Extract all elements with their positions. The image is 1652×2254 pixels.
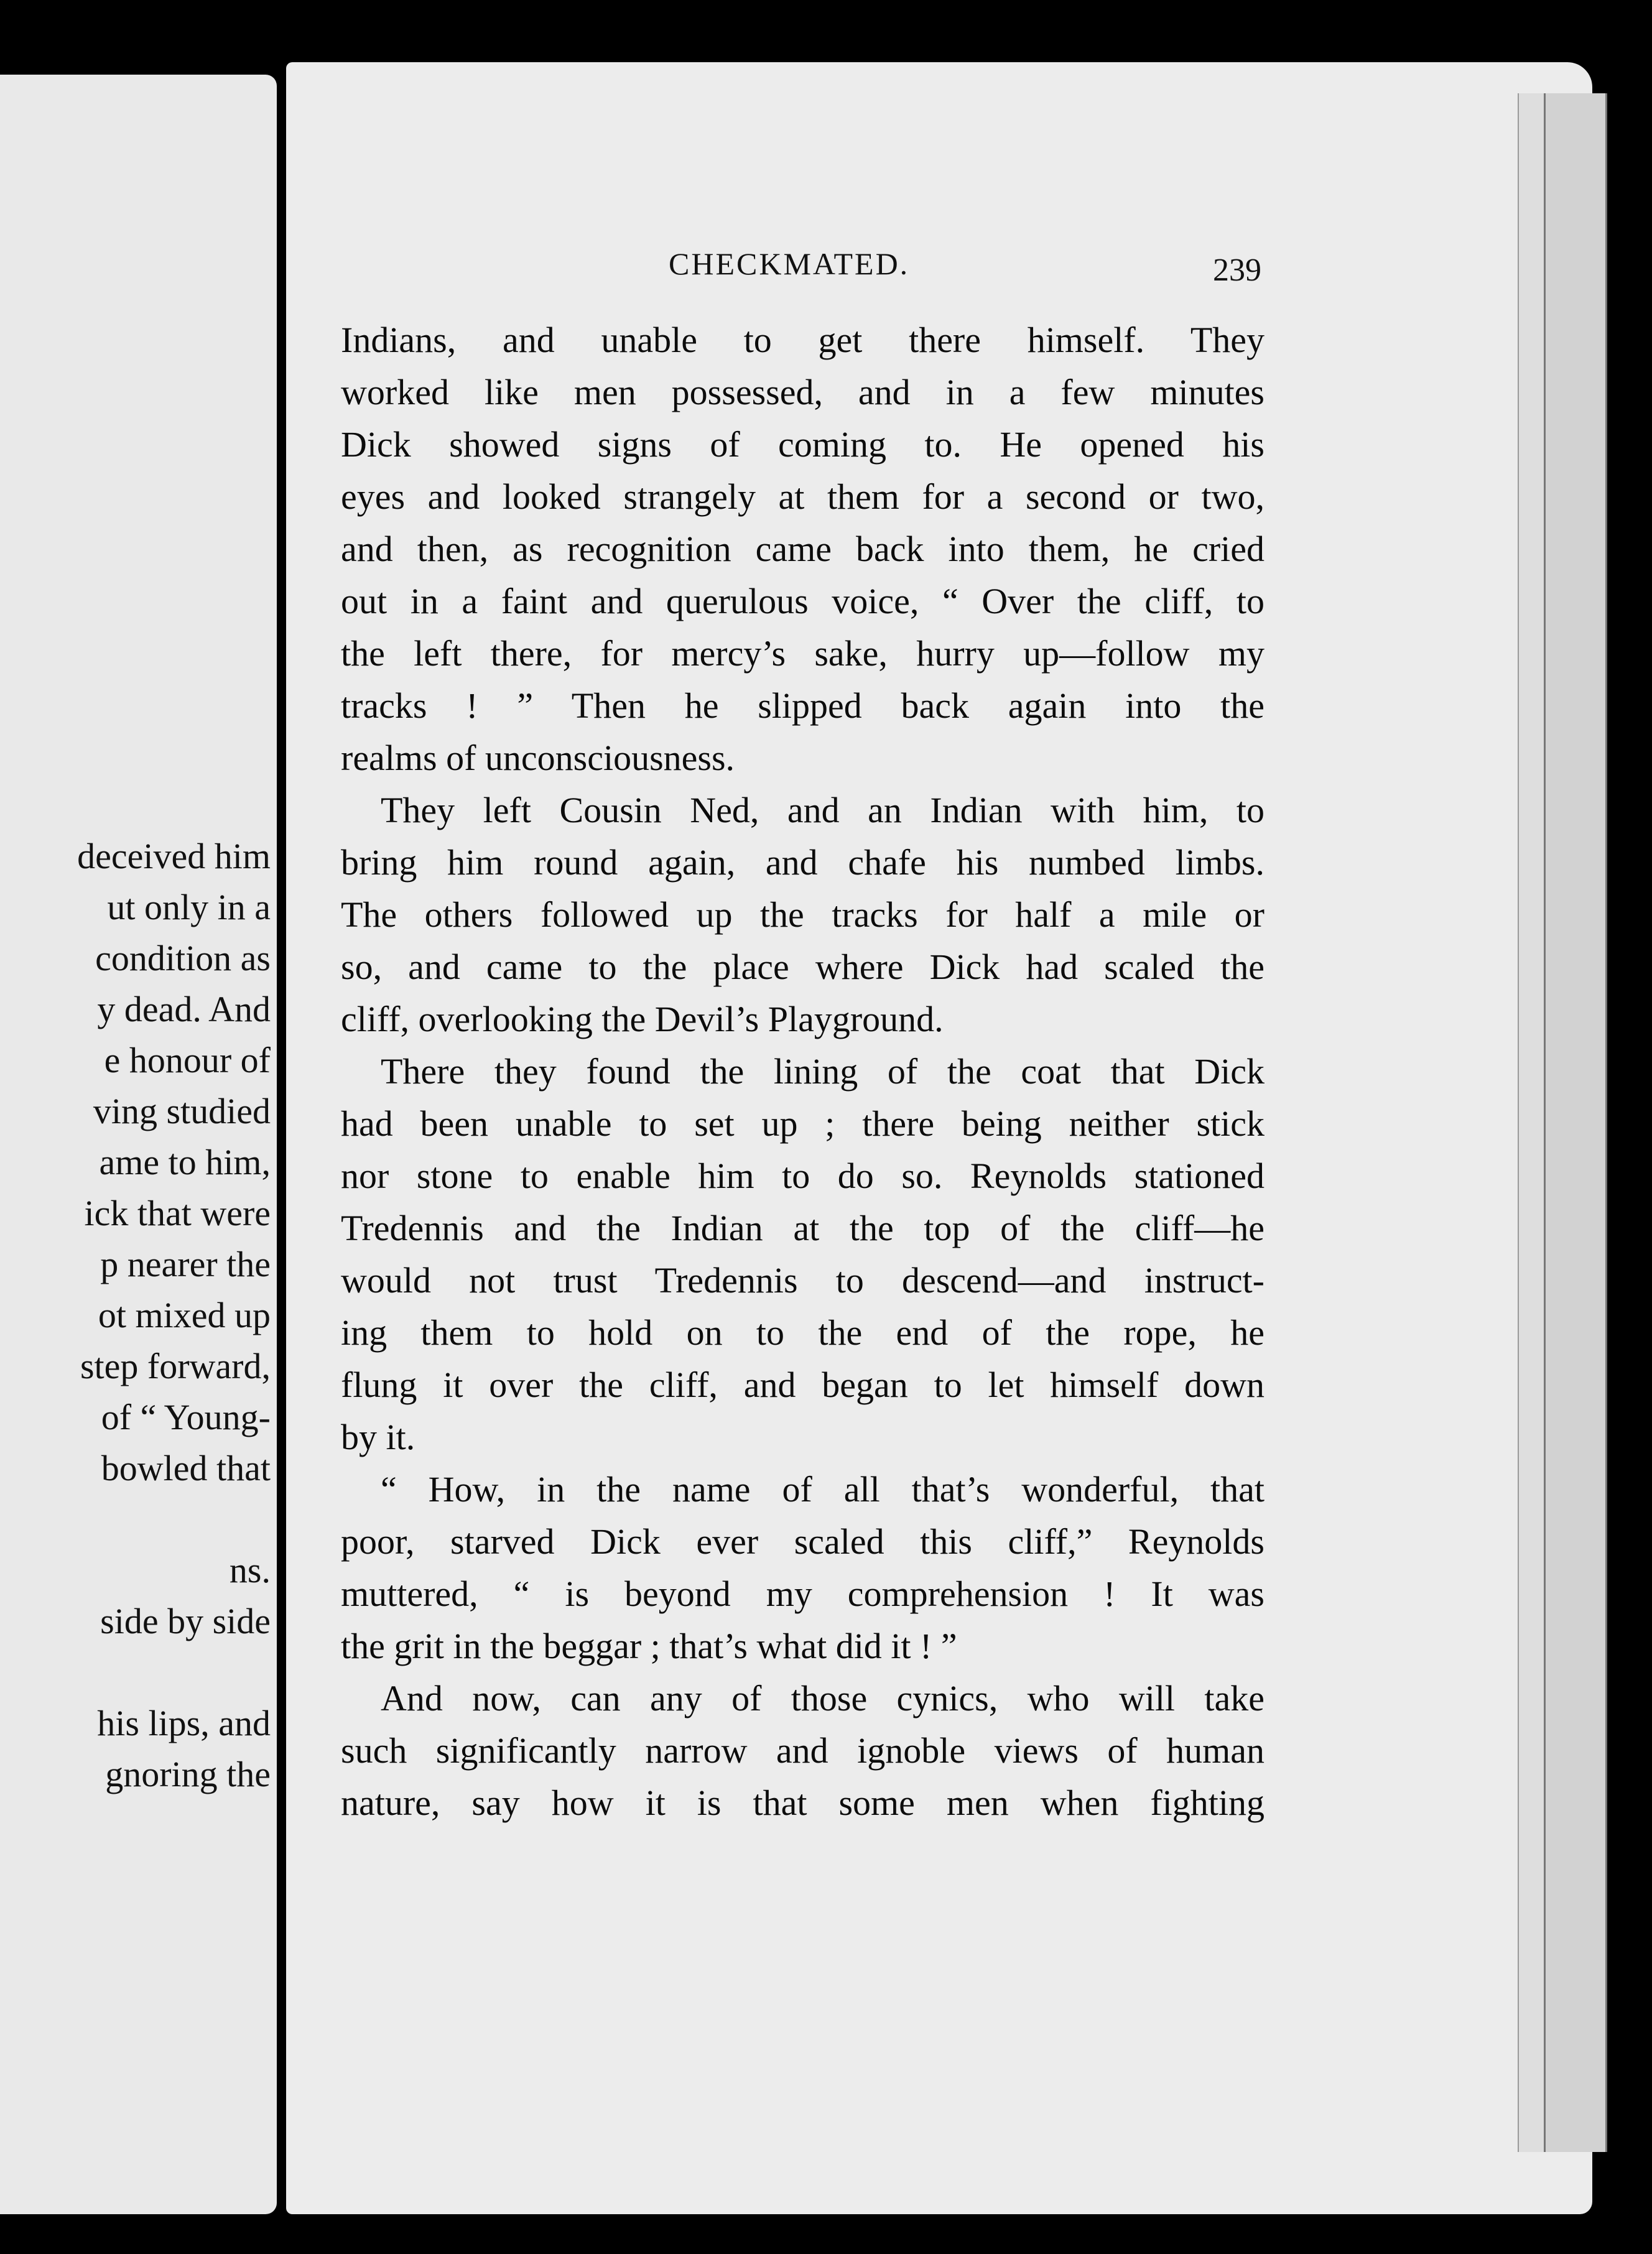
page-edge-inner [1518,93,1546,2152]
text-line: They left Cousin Ned, and an Indian with him, to [381,790,1265,830]
body-text [341,314,1265,1829]
text-line: cliff, overlooking the Devil’s Playground. [341,999,944,1039]
text-line: had been unable to set up ; there being neither stick [341,1103,1265,1144]
running-header: CHECKMATED. [669,246,910,281]
page-edge [1535,93,1607,2152]
text-line: by it. [341,1417,415,1457]
text-line: nor stone to enable him to do so. Reynolds stationed [341,1156,1265,1196]
text-line: bring him round again, and chafe his numbed limbs. [341,842,1265,883]
facing-page-line: p nearer the [100,1244,271,1284]
text-line: ing them to hold on to the end of the rope, he [341,1312,1265,1353]
text-line: so, and came to the place where Dick had scaled the [341,947,1265,987]
facing-page-line: of “ Young- [101,1397,271,1437]
facing-page-line: step forward, [80,1346,271,1386]
facing-page-line: ns. [229,1550,271,1590]
text-line: such significantly narrow and ignoble views of human [341,1730,1265,1771]
text-line: Dick showed signs of coming to. He opened his [341,424,1265,465]
text-line: out in a faint and querulous voice, “ Over the cliff, to [341,581,1265,621]
text-line: would not trust Tredennis to descend—and instruct- [341,1260,1265,1301]
facing-page-line: his lips, and [97,1703,271,1743]
text-line: And now, can any of those cynics, who will take [381,1678,1265,1718]
page-number: 239 [1213,253,1261,288]
text-line: poor, starved Dick ever scaled this cliff,” Reynolds [341,1521,1265,1562]
facing-page-line: ame to him, [99,1142,271,1182]
facing-page [0,75,277,2214]
facing-page-line: y dead. And [97,989,271,1029]
facing-page-line: side by side [100,1601,271,1641]
text-line: There they found the lining of the coat that Dick [381,1051,1265,1092]
text-line: Indians, and unable to get there himself. They [341,320,1265,360]
text-line: “ How, in the name of all that’s wonderful, that [381,1469,1265,1510]
text-line: Tredennis and the Indian at the top of the cliff—he [341,1208,1265,1248]
facing-page-line: ving studied [93,1091,271,1131]
facing-page-line: condition as [95,938,271,978]
text-line: the grit in the beggar ; that’s what did it ! ” [341,1626,957,1666]
text-line: worked like men possessed, and in a few minutes [341,372,1265,412]
facing-page-line: e honour of [104,1040,271,1080]
facing-page-line: ick that were [84,1193,271,1233]
facing-page-line: deceived him [77,836,271,876]
text-line: flung it over the cliff, and began to let himself down [341,1365,1265,1405]
text-line: eyes and looked strangely at them for a second or two, [341,476,1265,517]
text-line: tracks ! ” Then he slipped back again into the [341,685,1265,726]
facing-page-line: ut only in a [107,887,271,927]
text-line: and then, as recognition came back into them, he cried [341,529,1265,569]
text-line: muttered, “ is beyond my comprehension ! It was [341,1574,1265,1614]
text-line: nature, say how it is that some men when fighting [341,1783,1265,1823]
text-line: the left there, for mercy’s sake, hurry up—follow my [341,633,1265,674]
facing-page-line: gnoring the [105,1754,271,1794]
text-line: The others followed up the tracks for half a mile or [341,894,1265,935]
facing-page-line: bowled that [101,1448,271,1488]
facing-page-line: ot mixed up [98,1295,271,1335]
text-line: realms of unconsciousness. [341,738,735,778]
